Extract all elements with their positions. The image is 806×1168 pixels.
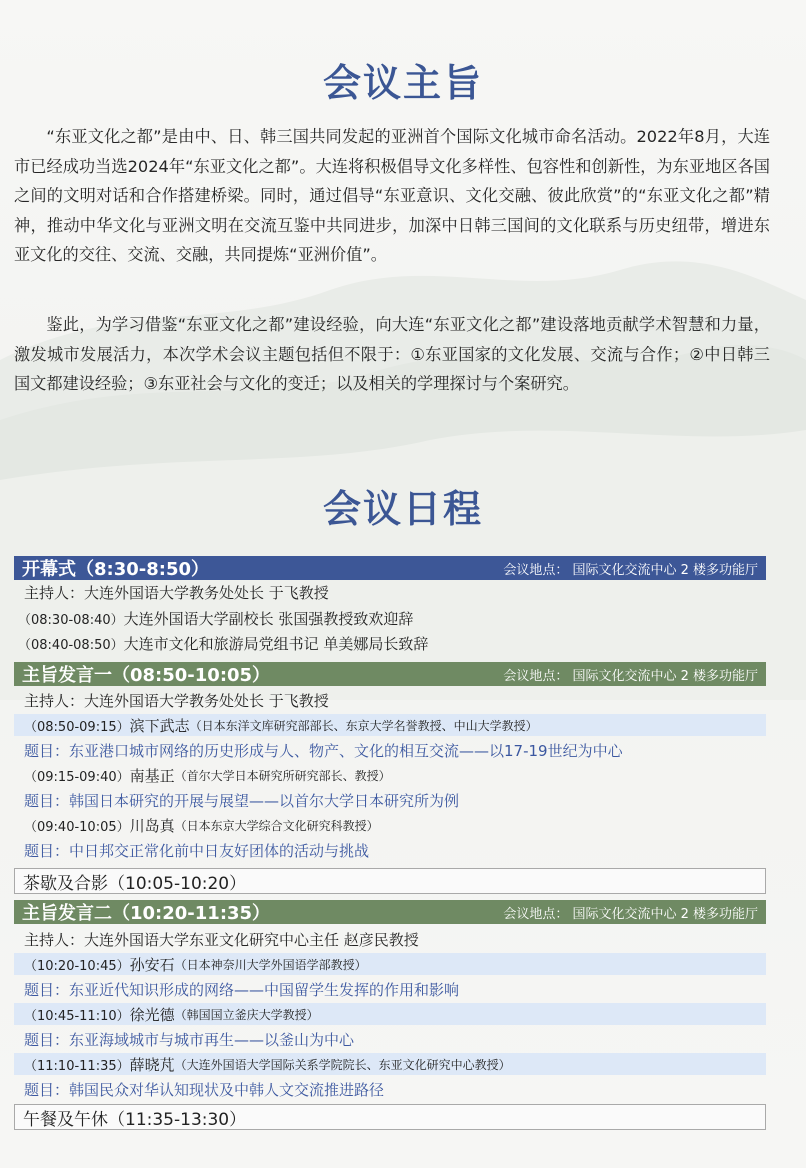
- talk-time: （10:45-11:10）: [24, 1008, 130, 1024]
- talk-topic: 题目：东亚港口城市网络的历史形成与人、物产、文化的相互交流——以17-19世纪为中心: [24, 741, 623, 760]
- talk-speaker: 孙安石: [129, 955, 175, 974]
- opening-item-text: 大连市文化和旅游局党组书记 单美娜局长致辞: [123, 634, 429, 653]
- talk-row: [14, 714, 766, 736]
- keynote1-location: 会议地点： 国际文化交流中心 2 楼多功能厅: [503, 668, 758, 684]
- talk-row: [14, 814, 766, 836]
- talk-speaker: 川岛真: [129, 816, 175, 835]
- keynote2-title: 主旨发言二（10:20-11:35）: [22, 903, 271, 924]
- talk-time: （09:40-10:05）: [24, 819, 130, 835]
- opening-item: [14, 607, 766, 629]
- talk-topic: 题目：东亚海域城市与城市再生——以釜山为中心: [24, 1030, 355, 1049]
- talk-topic: 题目：韩国民众对华认知现状及中韩人文交流推进路径: [24, 1080, 385, 1099]
- talk-affiliation: （日本神奈川大学外国语学部教授）: [174, 957, 367, 972]
- intro-paragraph-2: 鉴此，为学习借鉴“东亚文化之都”建设经验，向大连“东亚文化之都”建设落地贡献学术智慧和力量，激发城市发展活力，本次学术会议主题包括但不限于：①东亚国家的文化发展、交流与合作；②中日韩三国文都建设经验；③东亚社会与文化的变迁；以及相关的学理探讨与个案研究。: [14, 315, 770, 393]
- talk-speaker: 薛晓芃: [129, 1055, 175, 1074]
- opening-item-time: （08:30-08:40）: [18, 612, 124, 628]
- talk-speaker: 徐光德: [129, 1005, 175, 1024]
- talk-affiliation: （大连外国语大学国际关系学院院长、东亚文化研究中心教授）: [174, 1057, 511, 1072]
- talk-row: [14, 953, 766, 975]
- opening-header-bar: [14, 556, 766, 580]
- opening-location: 会议地点： 国际文化交流中心 2 楼多功能厅: [503, 562, 758, 578]
- talk-affiliation: （韩国国立釜庆大学教授）: [174, 1007, 319, 1022]
- keynote1-title: 主旨发言一（08:50-10:05）: [22, 665, 271, 686]
- keynote2-location: 会议地点： 国际文化交流中心 2 楼多功能厅: [503, 906, 758, 922]
- opening-title: 开幕式（8:30-8:50）: [22, 559, 210, 580]
- keynote1-host: 主持人：大连外国语大学教务处处长 于飞教授: [24, 691, 329, 710]
- opening-item-time: （08:40-08:50）: [18, 637, 124, 653]
- talk-affiliation: （日本东洋文库研究部部长、东京大学名誉教授、中山大学教授）: [189, 718, 538, 733]
- talk-time: （08:50-09:15）: [24, 719, 130, 735]
- intro-title: 会议主旨: [322, 61, 483, 105]
- talk-time: （10:20-10:45）: [24, 958, 130, 974]
- talk-affiliation: （日本东京大学综合文化研究科教授）: [174, 818, 379, 833]
- talk-topic: 题目：韩国日本研究的开展与展望——以首尔大学日本研究所为例: [24, 791, 460, 810]
- lunch-break: 午餐及午休（11:35-13:30）: [14, 1104, 766, 1130]
- talk-time: （09:15-09:40）: [24, 769, 130, 785]
- tea-break: 茶歇及合影（10:05-10:20）: [14, 868, 766, 894]
- talk-speaker: 滨下武志: [129, 716, 190, 735]
- talk-time: （11:10-11:35）: [24, 1058, 130, 1074]
- talk-speaker: 南基正: [129, 766, 175, 785]
- talk-row: [14, 764, 766, 786]
- opening-host: 主持人：大连外国语大学教务处处长 于飞教授: [24, 583, 329, 602]
- keynote1-header-bar: [14, 662, 766, 686]
- keynote2-header-bar: [14, 900, 766, 924]
- opening-item: [14, 632, 766, 654]
- talk-affiliation: （首尔大学日本研究所研究部长、教授）: [174, 768, 391, 783]
- keynote2-host: 主持人：大连外国语大学东亚文化研究中心主任 赵彦民教授: [24, 930, 419, 949]
- schedule-title: 会议日程: [322, 487, 483, 531]
- opening-item-text: 大连外国语大学副校长 张国强教授致欢迎辞: [123, 609, 414, 628]
- talk-topic: 题目：中日邦交正常化前中日友好团体的活动与挑战: [24, 841, 370, 860]
- talk-topic: 题目：东亚近代知识形成的网络——中国留学生发挥的作用和影响: [24, 980, 460, 999]
- talk-row: [14, 1053, 766, 1075]
- talk-row: [14, 1003, 766, 1025]
- intro-paragraph-1: “东亚文化之都”是由中、日、韩三国共同发起的亚洲首个国际文化城市命名活动。2022年8月，大连市已经成功当选2024年“东亚文化之都”。大连将积极倡导文化多样性、包容性和创新性，为东亚地区各国之间的文明对话和合作搭建桥梁。同时，通过倡导“东亚意识、文化交融、彼此欣赏”的“东亚文化之都”精神，推动中华文化与亚洲文明在交流互鉴中共同进步，加深中日韩三国间的文化联系与历史纽带，增进东亚文化的交往、交流、交融，共同提炼“亚洲价值”。: [14, 127, 770, 264]
